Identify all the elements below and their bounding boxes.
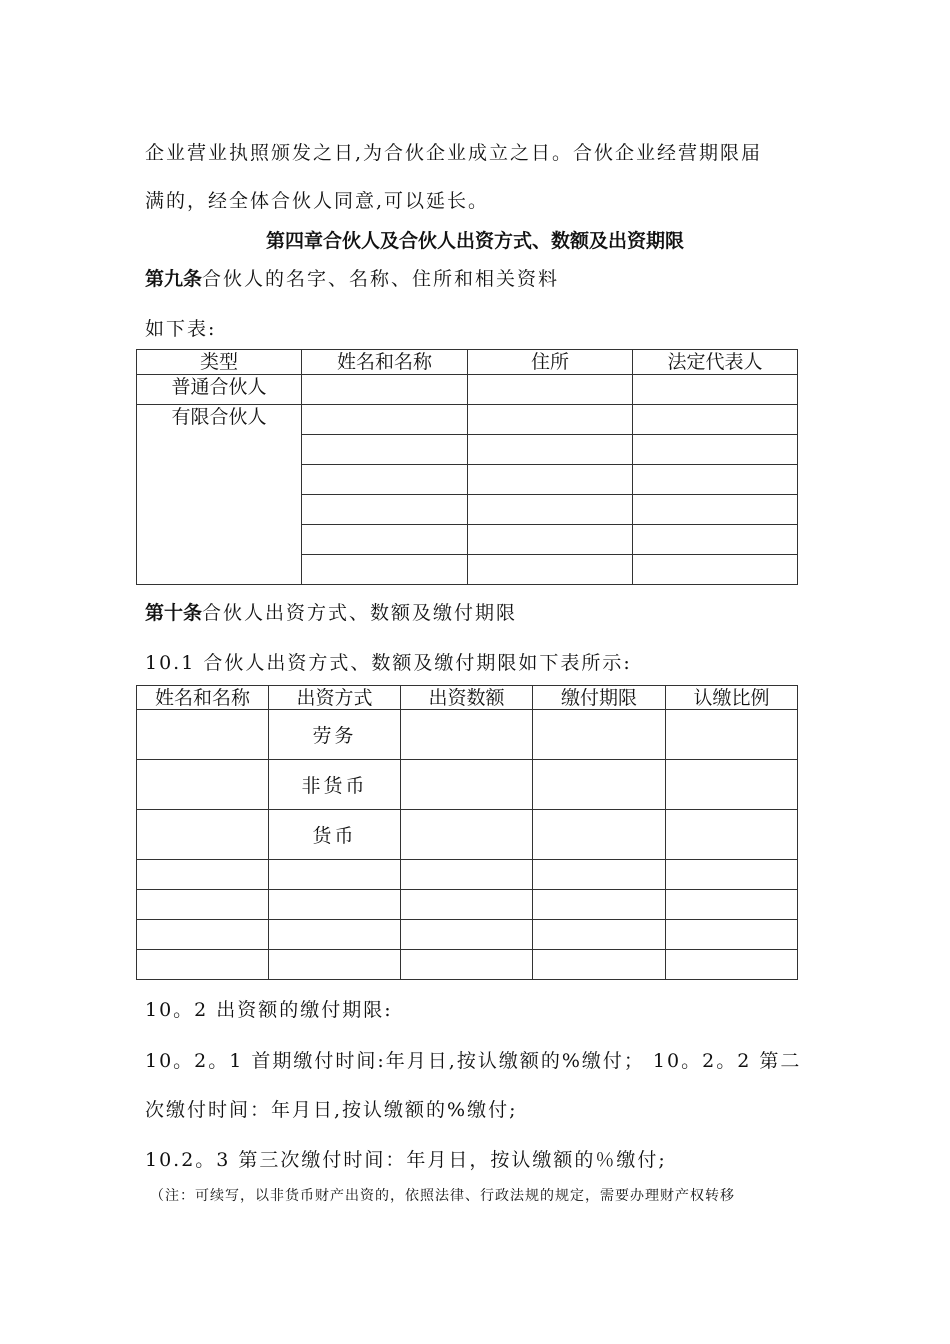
section-10-2-3: 10.2。3 第三次缴付时间：年月日，按认缴额的％缴付; [145, 1149, 667, 1171]
article-10 [145, 598, 517, 625]
table-cell[interactable] [633, 525, 798, 555]
article-10-intro: 10.1 合伙人出资方式、数额及缴付期限如下表所示: [145, 652, 632, 674]
article-10-text: 合伙人出资方式、数额及缴付期限 [202, 602, 518, 624]
table-cell[interactable] [633, 495, 798, 525]
table-cell[interactable] [302, 525, 468, 555]
table-cell[interactable] [666, 890, 798, 920]
table-cell[interactable] [302, 465, 468, 495]
table-cell[interactable] [401, 860, 533, 890]
partner-info-table [136, 349, 798, 585]
article-9-text: 合伙人的名字、名称、住所和相关资料 [202, 268, 560, 290]
table-cell[interactable] [533, 710, 666, 760]
table-header: 出资方式 [269, 686, 401, 710]
table-header: 姓名和名称 [302, 350, 468, 375]
table-cell[interactable] [533, 810, 666, 860]
table-cell[interactable] [137, 710, 269, 760]
table-row [137, 375, 798, 405]
section-10-2-1-line: 次缴付时间：年月日,按认缴额的%缴付; [145, 1099, 518, 1121]
table-cell[interactable] [468, 465, 633, 495]
table-cell[interactable] [137, 950, 269, 980]
table-cell[interactable] [468, 405, 633, 435]
table-cell[interactable] [666, 810, 798, 860]
table-cell[interactable] [401, 810, 533, 860]
article-9 [145, 264, 559, 291]
section-10-2: 10。2 出资额的缴付期限: [145, 999, 393, 1021]
table-row [137, 890, 798, 920]
article-10-label: 第十条 [145, 602, 203, 624]
table-cell[interactable] [401, 760, 533, 810]
table-cell[interactable] [302, 555, 468, 585]
table-row [137, 920, 798, 950]
table-cell[interactable] [468, 555, 633, 585]
table-row [137, 810, 798, 860]
table-cell[interactable] [302, 405, 468, 435]
table-cell[interactable] [401, 890, 533, 920]
table-cell[interactable] [666, 760, 798, 810]
limited-partner-label: 有限合伙人 [137, 405, 302, 585]
article-9-label: 第九条 [145, 268, 203, 290]
contribution-method-cell: 非货币 [269, 760, 401, 810]
section-10-2-1-line: 10。2。1 首期缴付时间:年月日,按认缴额的%缴付； 10。2。2 第二 [145, 1050, 802, 1072]
table-cell[interactable] [137, 860, 269, 890]
article-9-intro: 如下表: [145, 318, 217, 340]
table-cell[interactable] [302, 435, 468, 465]
table-row [137, 710, 798, 760]
chapter-title: 第四章合伙人及合伙人出资方式、数额及出资期限 [265, 230, 684, 252]
table-row [137, 950, 798, 980]
contribution-method-cell: 劳务 [269, 710, 401, 760]
table-cell[interactable] [468, 525, 633, 555]
table-header: 类型 [137, 350, 302, 375]
table-header: 缴付期限 [533, 686, 666, 710]
paragraph-line: 企业营业执照颁发之日,为合伙企业成立之日。合伙企业经营期限届 [145, 142, 763, 164]
contribution-method-cell: 货币 [269, 810, 401, 860]
table-cell[interactable] [401, 950, 533, 980]
table-cell[interactable] [533, 760, 666, 810]
table-cell[interactable] [633, 375, 798, 405]
table-cell[interactable] [666, 860, 798, 890]
table-cell[interactable] [633, 405, 798, 435]
table-cell[interactable] [137, 760, 269, 810]
table-cell[interactable] [401, 710, 533, 760]
table-cell[interactable] [633, 555, 798, 585]
general-partner-label: 普通合伙人 [137, 375, 302, 405]
table-cell[interactable] [137, 920, 269, 950]
table-cell[interactable] [401, 920, 533, 950]
table-cell[interactable] [666, 710, 798, 760]
table-cell[interactable] [533, 860, 666, 890]
table-cell[interactable] [533, 890, 666, 920]
table-cell[interactable] [533, 920, 666, 950]
table-cell[interactable] [269, 920, 401, 950]
table-header: 法定代表人 [633, 350, 798, 375]
table-cell[interactable] [269, 890, 401, 920]
table-cell[interactable] [533, 950, 666, 980]
table-cell[interactable] [633, 435, 798, 465]
table-cell[interactable] [302, 375, 468, 405]
table-cell[interactable] [137, 810, 269, 860]
table-cell[interactable] [666, 920, 798, 950]
table-header: 认缴比例 [666, 686, 798, 710]
table-header: 姓名和名称 [137, 686, 269, 710]
table-row [137, 860, 798, 890]
table-cell[interactable] [468, 495, 633, 525]
table-cell[interactable] [666, 950, 798, 980]
table-header: 住所 [468, 350, 633, 375]
table-cell[interactable] [468, 435, 633, 465]
table-cell[interactable] [468, 375, 633, 405]
paragraph-line: 满的，经全体合伙人同意,可以延长。 [145, 190, 490, 212]
footnote: （注：可续写，以非货币财产出资的，依照法律、行政法规的规定，需要办理财产权转移 [150, 1188, 735, 1204]
contribution-table [136, 685, 798, 980]
table-cell[interactable] [137, 890, 269, 920]
table-row [137, 760, 798, 810]
table-cell[interactable] [633, 465, 798, 495]
table-cell[interactable] [269, 860, 401, 890]
table-cell[interactable] [302, 495, 468, 525]
table-cell[interactable] [269, 950, 401, 980]
table-row [137, 405, 798, 435]
table-header: 出资数额 [401, 686, 533, 710]
